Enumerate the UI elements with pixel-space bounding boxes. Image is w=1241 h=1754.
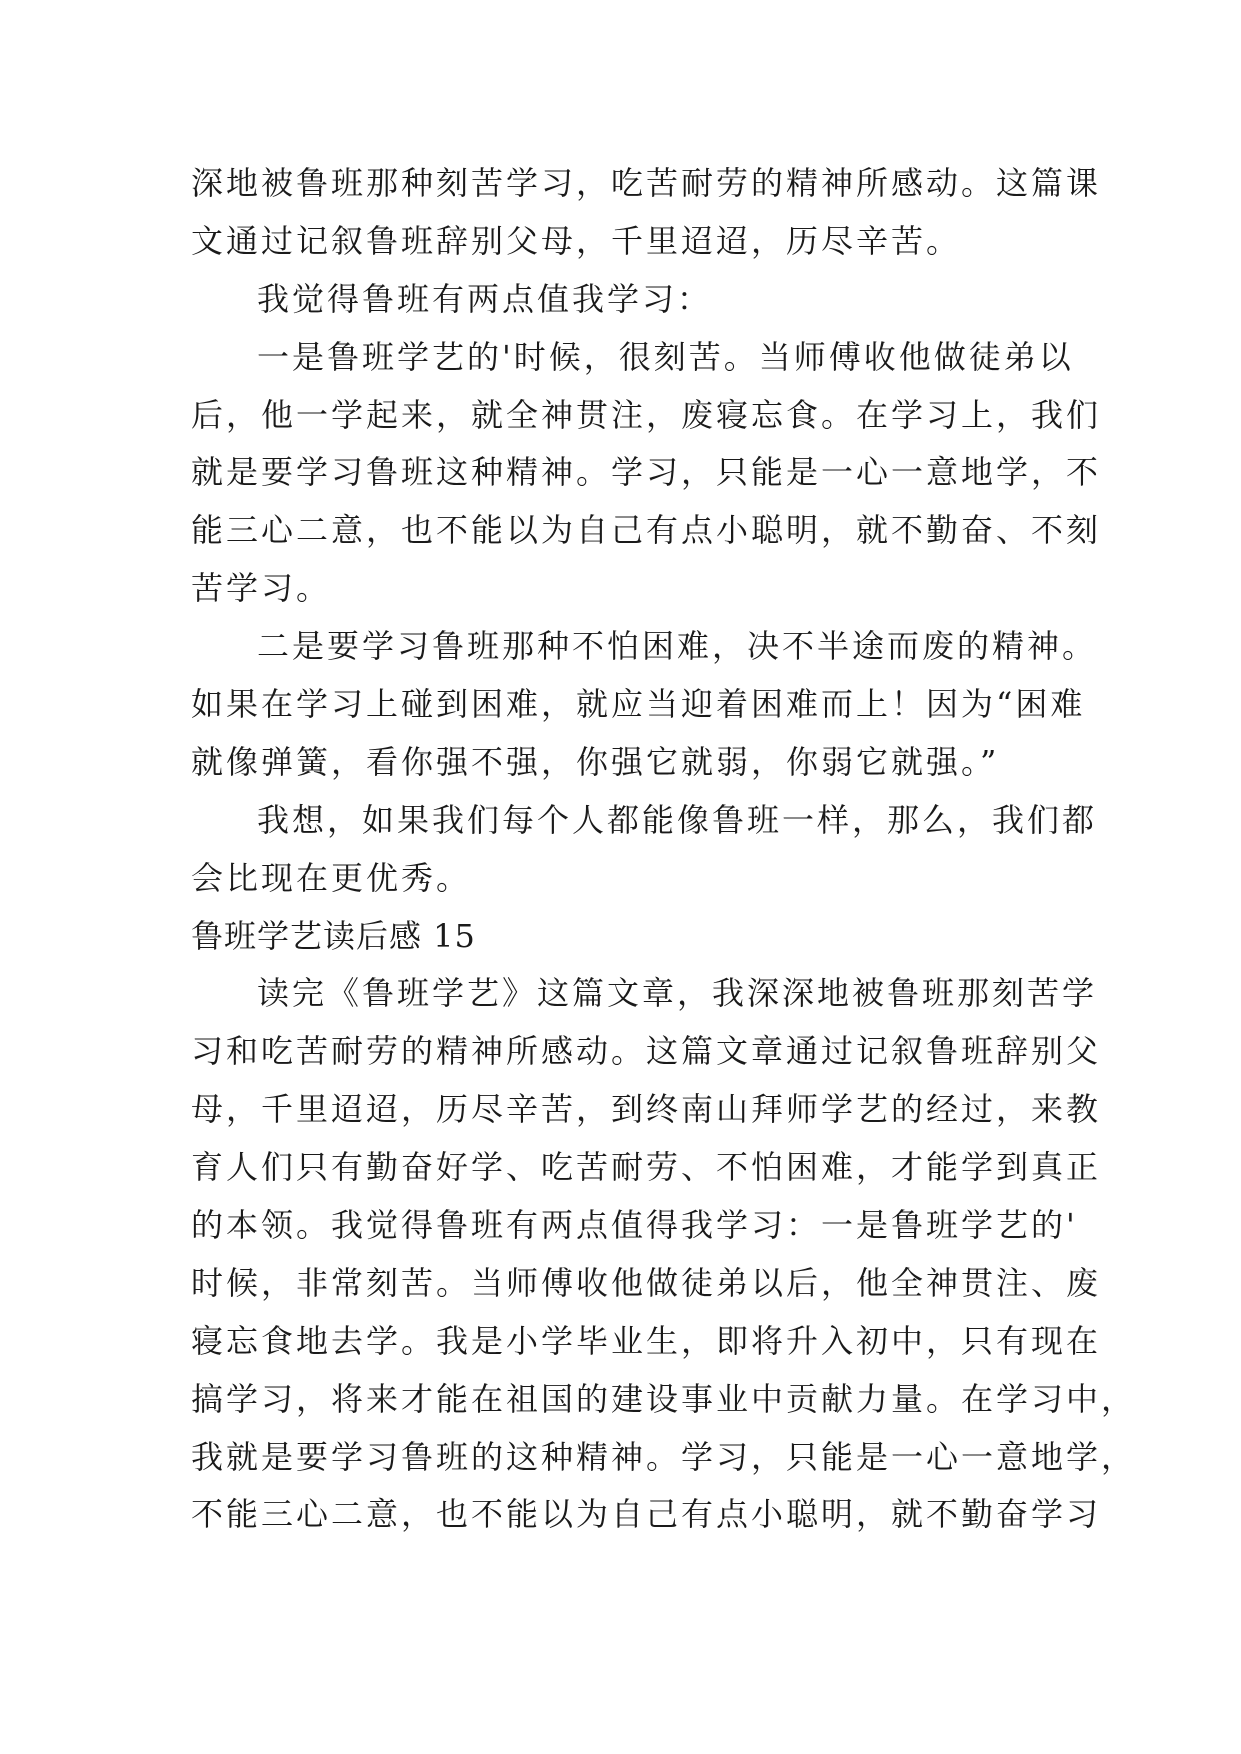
text-line: 不能三心二意，也不能以为自己有点小聪明，就不勤奋学习 [191, 1495, 1102, 1534]
text-line: 的本领。我觉得鲁班有两点值得我学习：一是鲁班学艺的' [191, 1206, 1078, 1245]
text-line: 如果在学习上碰到困难，就应当迎着困难而上！因为“困难 [191, 685, 1086, 724]
text-line: 一是鲁班学艺的'时候，很刻苦。当师傅收他做徒弟以 [257, 337, 1074, 376]
text-line: 我觉得鲁班有两点值我学习： [257, 279, 713, 318]
text-line: 搞学习，将来才能在祖国的建设事业中贡献力量。在学习中， [191, 1379, 1137, 1418]
text-line: 我就是要学习鲁班的这种精神。学习，只能是一心一意地学， [191, 1437, 1137, 1476]
text-line: 时候，非常刻苦。当师傅收他做徒弟以后，他全神贯注、废 [191, 1263, 1102, 1302]
text-line: 会比现在更优秀。 [191, 858, 472, 897]
text-line: 二是要学习鲁班那种不怕困难，决不半途而废的精神。 [257, 627, 1098, 666]
text-line: 文通过记叙鲁班辞别父母，千里迢迢，历尽辛苦。 [191, 221, 962, 260]
text-line: 寝忘食地去学。我是小学毕业生，即将升入初中，只有现在 [191, 1321, 1102, 1360]
text-line: 苦学习。 [191, 569, 332, 608]
text-line: 读完《鲁班学艺》这篇文章，我深深地被鲁班那刻苦学 [257, 974, 1098, 1013]
text-line: 育人们只有勤奋好学、吃苦耐劳、不怕困难，才能学到真正 [191, 1148, 1102, 1187]
text-line: 后，他一学起来，就全神贯注，废寝忘食。在学习上，我们 [191, 395, 1102, 434]
text-line: 能三心二意，也不能以为自己有点小聪明，就不勤奋、不刻 [191, 511, 1102, 550]
text-line: 就是要学习鲁班这种精神。学习，只能是一心一意地学，不 [191, 453, 1102, 492]
document-body [191, 155, 1137, 1544]
text-line: 我想，如果我们每个人都能像鲁班一样，那么，我们都 [257, 800, 1098, 839]
text-line: 母，千里迢迢，历尽辛苦，到终南山拜师学艺的经过，来教 [191, 1090, 1102, 1129]
text-line: 习和吃苦耐劳的精神所感动。这篇文章通过记叙鲁班辞别父 [191, 1032, 1102, 1071]
text-line: 就像弹簧，看你强不强，你强它就弱，你弱它就强。” [191, 742, 1000, 781]
section-heading: 鲁班学艺读后感 15 [191, 916, 476, 955]
text-line: 深地被鲁班那种刻苦学习，吃苦耐劳的精神所感动。这篇课 [191, 164, 1102, 202]
